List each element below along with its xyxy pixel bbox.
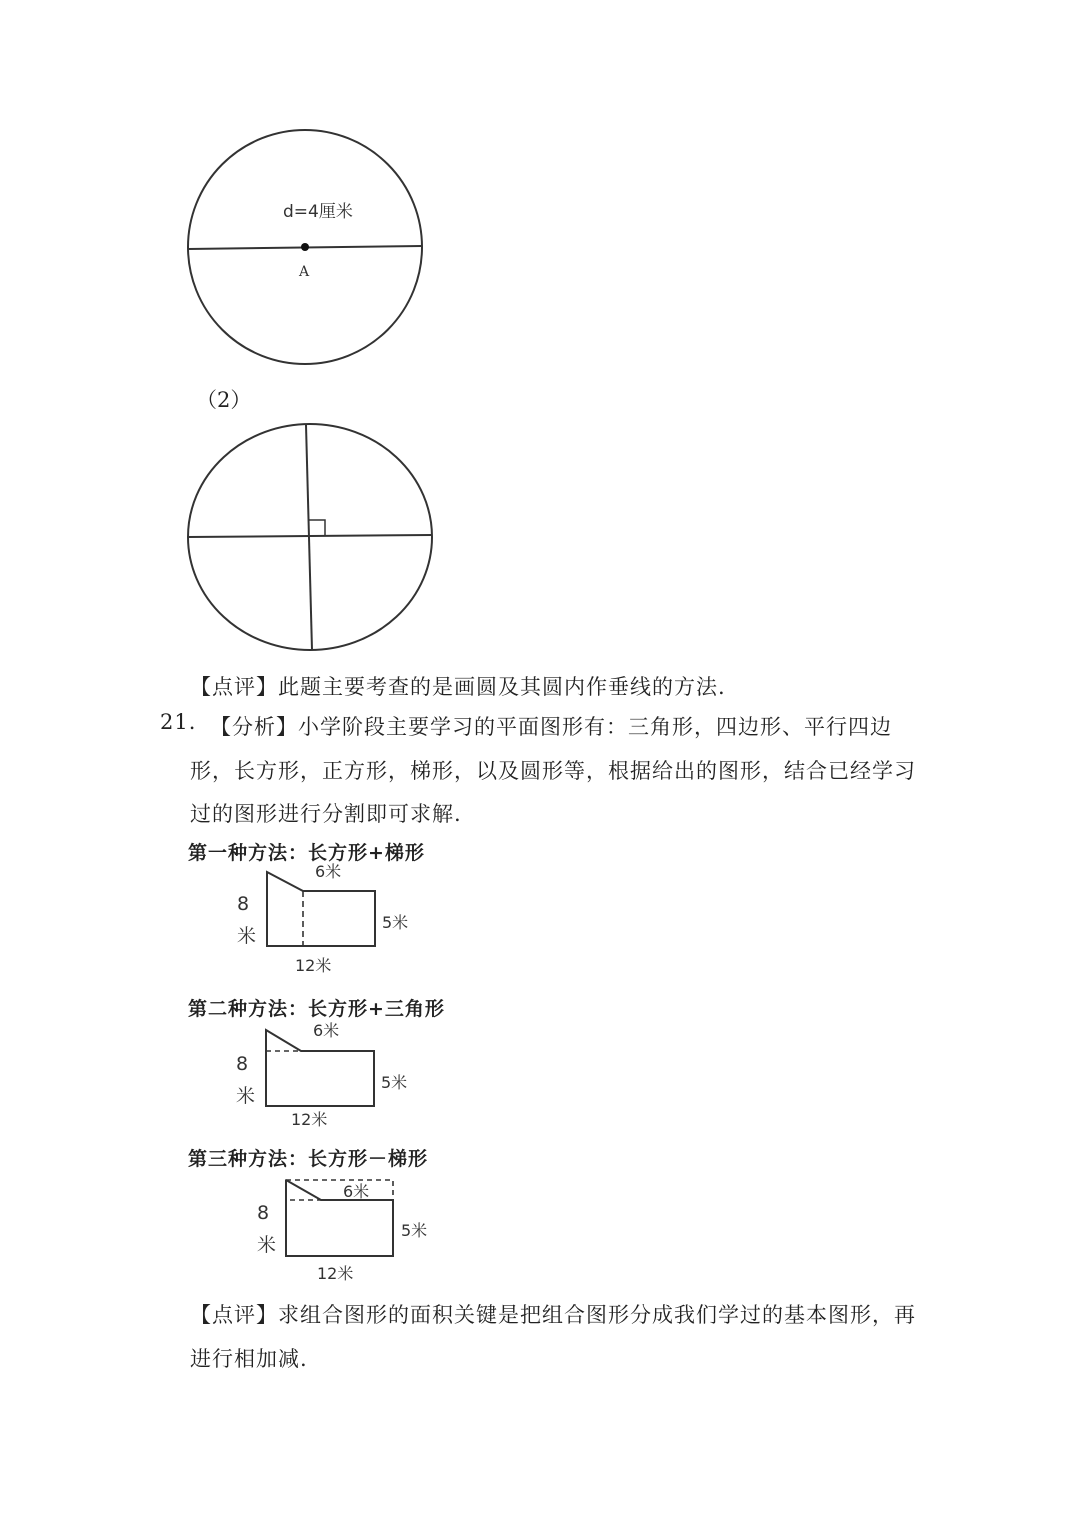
left-dimension-unit: 米: [237, 925, 257, 947]
analysis-line-1: 【分析】小学阶段主要学习的平面图形有：三角形，四边形、平行四边: [210, 715, 892, 739]
right-dimension: 5米: [381, 1073, 408, 1092]
method-3-title: 第三种方法：长方形－梯形: [188, 1148, 429, 1170]
top-dimension: 6米: [315, 862, 342, 881]
part-2-label: （2）: [196, 388, 252, 412]
bottom-dimension: 12米: [291, 1110, 328, 1129]
top-dimension: 6米: [343, 1182, 370, 1201]
composite-shape: [267, 872, 375, 946]
method-1-title: 第一种方法：长方形+梯形: [188, 842, 425, 864]
comment-2-line-2: 进行相加减.: [190, 1347, 308, 1371]
left-dimension-unit: 米: [257, 1234, 277, 1256]
vertical-line: [306, 425, 312, 650]
composite-shape: [286, 1180, 393, 1256]
left-dimension-number: 8: [237, 893, 250, 915]
left-dimension-number: 8: [236, 1053, 249, 1075]
method-1-figure: [225, 860, 440, 975]
center-label: A: [299, 264, 310, 280]
composite-outline: [286, 1180, 393, 1256]
right-angle-mark: [309, 520, 325, 536]
method-2-title: 第二种方法：长方形+三角形: [188, 998, 445, 1020]
bottom-dimension: 12米: [295, 956, 332, 975]
diameter-label: d=4厘米: [283, 202, 353, 222]
right-dimension: 5米: [401, 1221, 428, 1240]
comment-2-line-1: 【点评】求组合图形的面积关键是把组合图形分成我们学过的基本图形，再: [190, 1303, 916, 1327]
method-3-figure: [245, 1168, 455, 1286]
left-dimension-unit: 米: [236, 1085, 256, 1107]
center-point: [301, 243, 309, 251]
question-number: 21.: [160, 710, 197, 734]
circle-diameter-figure: [180, 125, 435, 375]
right-dimension: 5米: [382, 913, 409, 932]
horizontal-line: [188, 535, 432, 537]
bottom-dimension: 12米: [317, 1264, 354, 1283]
method-2-figure: [225, 1018, 440, 1133]
analysis-line-2: 形，长方形，正方形，梯形，以及圆形等，根据给出的图形，结合已经学习: [190, 759, 916, 783]
comment-1: 【点评】此题主要考查的是画圆及其圆内作垂线的方法.: [190, 675, 726, 699]
top-dimension: 6米: [313, 1021, 340, 1040]
composite-shape: [266, 1030, 374, 1106]
analysis-line-3: 过的图形进行分割即可求解.: [190, 802, 462, 826]
circle-perpendicular-figure: [180, 420, 440, 660]
left-dimension-number: 8: [257, 1202, 270, 1224]
